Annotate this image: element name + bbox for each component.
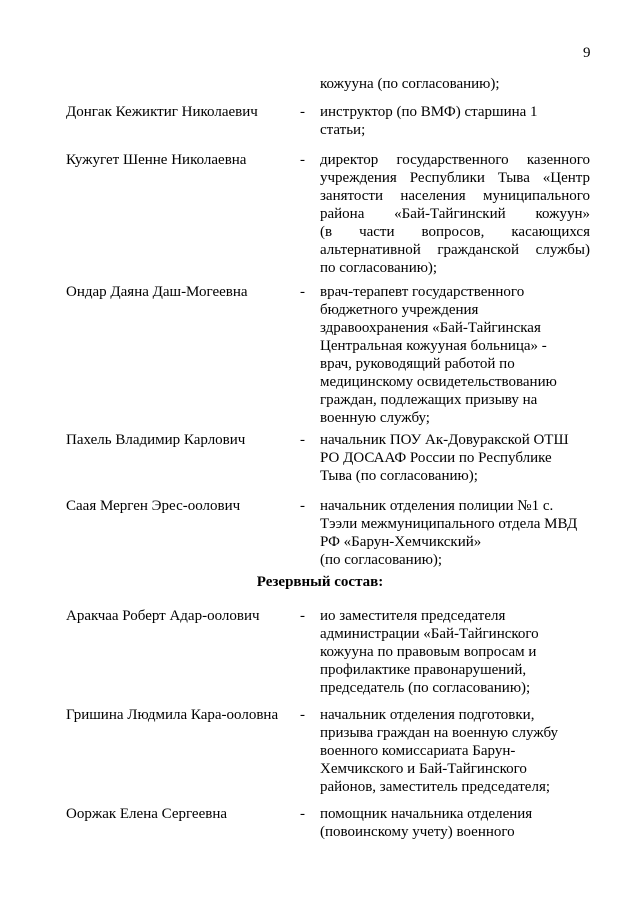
dash-separator: - [300,432,305,448]
position-line: помощник начальника отделения [320,806,533,822]
position-line: (в части вопросов, касающихся [320,224,590,240]
member-position [320,805,590,841]
position-line: учреждения Республики Тыва «Центр [320,170,590,186]
dash-separator: - [300,284,305,300]
position-line: медицинскому освидетельствованию [320,374,557,390]
position-line: врач-терапевт государственного [320,284,525,300]
position-line: занятости населения муниципального [320,188,590,204]
position-line: ио заместителя председателя [320,608,506,624]
position-line: РФ «Барун-Хемчикский» [320,534,482,550]
member-name: Ооржак Елена Сергеевна [66,806,228,822]
dash-separator: - [300,608,305,624]
position-line: директор государственного казенного [320,152,590,168]
member-name: Саая Мерген Эрес-оолович [66,498,241,514]
member-position [320,706,590,796]
position-line: военную службу; [320,410,430,426]
position-line: администрации «Бай-Тайгинского [320,626,539,642]
member-position [320,431,590,485]
position-line: (по согласованию); [320,552,443,568]
position-line: Центральная кожууная больница» - [320,338,547,354]
reserve-section-heading: Резервный состав: [256,574,384,590]
member-position [320,151,590,277]
page-number: 9 [583,45,591,61]
member-position [320,497,590,569]
dash-separator: - [300,152,305,168]
member-name: Аракчаа Роберт Адар-оолович [66,608,260,624]
position-line: альтернативной гражданской службы) [320,242,590,258]
position-line: Тээли межмуниципального отдела МВД [320,516,578,532]
continuation-text: кожууна (по согласованию); [320,76,500,92]
member-name: Кужугет Шенне Николаевна [66,152,247,168]
member-name: Ондар Даяна Даш-Могеевна [66,284,248,300]
position-line: инструктор (по ВМФ) старшина 1 [320,104,538,120]
position-line: начальник отделения подготовки, [320,707,535,723]
member-position [320,607,590,697]
position-line: района «Бай-Тайгинский кожуун» [320,206,590,222]
position-line: начальник отделения полиции №1 с. [320,498,554,514]
position-line: бюджетного учреждения [320,302,479,318]
member-name: Пахель Владимир Карлович [66,432,246,448]
position-line: РО ДОСААФ России по Республике [320,450,552,466]
dash-separator: - [300,806,305,822]
dash-separator: - [300,707,305,723]
position-line: начальник ПОУ Ак-Довуракской ОТШ [320,432,569,448]
member-name: Донгак Кежиктиг Николаевич [66,104,258,120]
position-line: по согласованию); [320,260,438,276]
position-line: граждан, подлежащих призыву на [320,392,538,408]
position-line: Хемчикского и Бай-Тайгинского [320,761,527,777]
member-name: Гришина Людмила Кара-ооловна [66,707,279,723]
position-line: Тыва (по согласованию); [320,468,478,484]
position-line: статьи; [320,122,366,138]
position-line: районов, заместитель председателя; [320,779,551,795]
position-line: здравоохранения «Бай-Тайгинская [320,320,541,336]
position-line: военного комиссариата Барун- [320,743,516,759]
position-line: кожууна по правовым вопросам и [320,644,537,660]
position-line: (повоинскому учету) военного [320,824,515,840]
position-line: председатель (по согласованию); [320,680,531,696]
member-position [320,103,590,139]
member-position [320,283,590,427]
position-line: профилактике правонарушений, [320,662,527,678]
position-line: призыва граждан на военную службу [320,725,559,741]
dash-separator: - [300,104,305,120]
position-line: врач, руководящий работой по [320,356,515,372]
dash-separator: - [300,498,305,514]
